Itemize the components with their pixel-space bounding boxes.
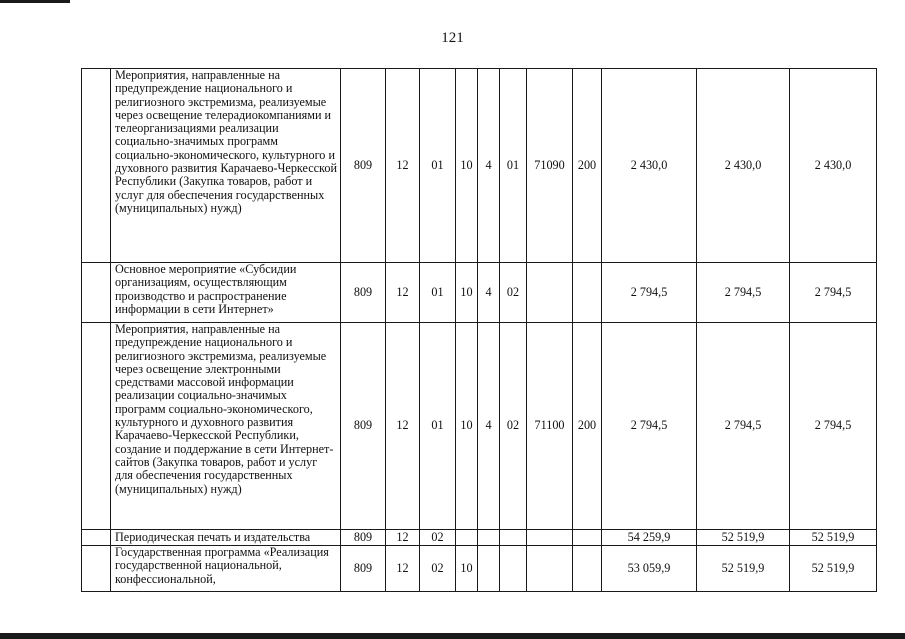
section-code-cell: 12 xyxy=(386,69,420,263)
number-cell xyxy=(82,263,111,323)
amount-year2-cell: 2 794,5 xyxy=(697,323,790,530)
table-row xyxy=(82,546,877,592)
page-number: 121 xyxy=(441,30,464,46)
expense-type-cell xyxy=(573,263,602,323)
direction-code-cell xyxy=(527,546,573,592)
amount-year2-cell: 52 519,9 xyxy=(697,546,790,592)
item-name-cell: Периодическая печать и издательства xyxy=(111,530,341,546)
program-code-cell: 10 xyxy=(456,263,478,323)
subprogram-code-cell xyxy=(478,530,500,546)
subprogram-code-cell: 4 xyxy=(478,69,500,263)
amount-year3-cell: 52 519,9 xyxy=(790,530,877,546)
subprogram-code-cell: 4 xyxy=(478,323,500,530)
amount-year1-cell: 2 794,5 xyxy=(602,263,697,323)
activity-code-cell xyxy=(500,546,527,592)
ministry-code-cell: 809 xyxy=(341,69,386,263)
section-code-cell: 12 xyxy=(386,323,420,530)
amount-year3-cell: 2 794,5 xyxy=(790,323,877,530)
section-code-cell: 12 xyxy=(386,263,420,323)
item-name-cell: Основное мероприятие «Субсидии организациям, осуществляющим производство и распространение информации в сети Интернет» xyxy=(111,263,341,323)
item-name-cell: Мероприятия, направленные на предупреждение национального и религиозного экстремизма, реализуемые через освещение телерадиокомпаниями и телеорганизациями реализации социально-значимых программ социально-экономического, культурного и духовного развития Карачаево-Черкесской Республики (Закупка товаров, работ и услуг для обеспечения государственных (муниципальных) нужд) xyxy=(111,69,341,263)
item-name-cell: Мероприятия, направленные на предупреждение национального и религиозного экстремизма, реализуемые через освещение электронными средствами массовой информации реализации социально-значимых программ социально-экономического, культурного и духовного развития Карачаево-Черкесской Республики, создание и поддержание в сети Интернет-сайтов (Закупка товаров, работ и услуг для обеспечения государственных (муниципальных) нужд) xyxy=(111,323,341,530)
budget-table xyxy=(81,68,877,592)
expense-type-cell: 200 xyxy=(573,323,602,530)
direction-code-cell xyxy=(527,530,573,546)
activity-code-cell: 02 xyxy=(500,263,527,323)
amount-year2-cell: 52 519,9 xyxy=(697,530,790,546)
direction-code-cell: 71090 xyxy=(527,69,573,263)
activity-code-cell: 01 xyxy=(500,69,527,263)
expense-type-cell xyxy=(573,530,602,546)
subprogram-code-cell: 4 xyxy=(478,263,500,323)
section-code-cell: 12 xyxy=(386,530,420,546)
program-code-cell: 10 xyxy=(456,69,478,263)
expense-type-cell xyxy=(573,546,602,592)
amount-year1-cell: 53 059,9 xyxy=(602,546,697,592)
program-code-cell: 10 xyxy=(456,323,478,530)
amount-year1-cell: 2 430,0 xyxy=(602,69,697,263)
subprogram-code-cell xyxy=(478,546,500,592)
subsection-code-cell: 02 xyxy=(420,546,456,592)
ministry-code-cell: 809 xyxy=(341,546,386,592)
amount-year3-cell: 2 794,5 xyxy=(790,263,877,323)
number-cell xyxy=(82,546,111,592)
subsection-code-cell: 01 xyxy=(420,69,456,263)
table-row xyxy=(82,263,877,323)
subsection-code-cell: 01 xyxy=(420,323,456,530)
activity-code-cell xyxy=(500,530,527,546)
amount-year2-cell: 2 794,5 xyxy=(697,263,790,323)
number-cell xyxy=(82,530,111,546)
subsection-code-cell: 02 xyxy=(420,530,456,546)
ministry-code-cell: 809 xyxy=(341,530,386,546)
program-code-cell: 10 xyxy=(456,546,478,592)
amount-year2-cell: 2 430,0 xyxy=(697,69,790,263)
activity-code-cell: 02 xyxy=(500,323,527,530)
scan-edge-mark xyxy=(0,0,70,3)
amount-year3-cell: 2 430,0 xyxy=(790,69,877,263)
item-name-cell: Государственная программа «Реализация государственной национальной, конфессиональной, xyxy=(111,546,341,592)
amount-year3-cell: 52 519,9 xyxy=(790,546,877,592)
amount-year1-cell: 54 259,9 xyxy=(602,530,697,546)
expense-type-cell: 200 xyxy=(573,69,602,263)
direction-code-cell: 71100 xyxy=(527,323,573,530)
ministry-code-cell: 809 xyxy=(341,263,386,323)
table-row xyxy=(82,69,877,263)
number-cell xyxy=(82,323,111,530)
direction-code-cell xyxy=(527,263,573,323)
amount-year1-cell: 2 794,5 xyxy=(602,323,697,530)
scan-edge-bar xyxy=(0,633,905,639)
section-code-cell: 12 xyxy=(386,546,420,592)
number-cell xyxy=(82,69,111,263)
program-code-cell xyxy=(456,530,478,546)
ministry-code-cell: 809 xyxy=(341,323,386,530)
table-row xyxy=(82,530,877,546)
subsection-code-cell: 01 xyxy=(420,263,456,323)
table-row xyxy=(82,323,877,530)
